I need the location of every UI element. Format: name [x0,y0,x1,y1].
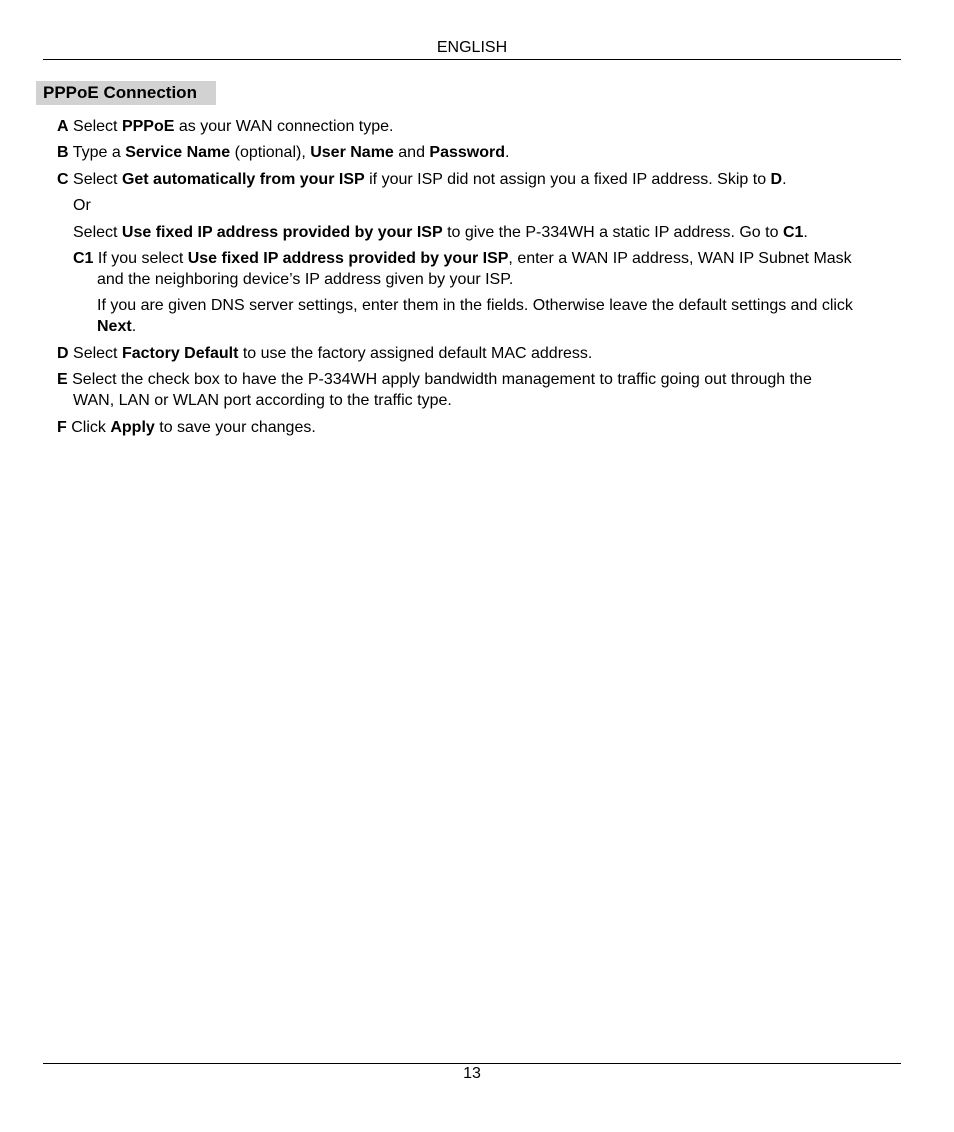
footer-rule [43,1063,901,1064]
step-c1-dns-line-2 [97,316,136,337]
step-d [57,343,592,364]
step-e-line-2: WAN, LAN or WLAN port according to the traffic type. [73,392,452,409]
step-f-text-2: to save your changes. [154,419,316,436]
step-d-text: Select [73,345,122,362]
step-c1-bold-next: Next [97,318,132,335]
step-c-alt-text-3: . [803,224,808,241]
step-c [57,169,787,190]
page-number: 13 [463,1065,481,1082]
step-a-text: Select [73,118,122,135]
step-e [57,369,812,390]
step-c-text-2: if your ISP did not assign you a fixed IP address. Skip to [364,171,771,188]
step-c-or: Or [73,197,91,214]
step-c-alt-text-2: to give the P-334WH a static IP address. Go to [442,224,783,241]
step-b-bold-service-name: Service Name [125,144,231,161]
step-c-alt-bold-c1: C1 [782,224,804,241]
step-b [57,142,509,163]
step-c-text-3: . [782,171,787,188]
step-e-text: Select the check box to have the P-334WH apply bandwidth management to traffic going out through the [72,371,812,388]
step-b-text: Type a [72,144,126,161]
step-f-bold-apply: Apply [110,419,155,436]
step-c1-dns-line-1: If you are given DNS server settings, enter them in the fields. Otherwise leave the default settings and click [97,297,853,314]
step-a [57,116,393,137]
header-language: ENGLISH [436,39,508,56]
step-a-bold-pppoe: PPPoE [121,118,175,135]
header-rule [43,59,901,60]
step-e-label: E [57,371,68,388]
step-c1 [73,248,852,269]
step-c1-text-2: , enter a WAN IP address, WAN IP Subnet Mask [508,250,852,267]
step-d-text-2: to use the factory assigned default MAC address. [238,345,593,362]
step-c-label: C [57,171,69,188]
step-c1-line-2: and the neighboring device’s IP address given by your ISP. [97,271,514,288]
step-c-alt [73,222,808,243]
step-b-label: B [57,144,69,161]
step-c1-bold-fixed-ip: Use fixed IP address provided by your ISP [187,250,509,267]
step-d-bold-factory-default: Factory Default [121,345,239,362]
step-b-bold-user-name: User Name [310,144,394,161]
step-c-bold-d: D [770,171,783,188]
step-d-label: D [57,345,69,362]
step-c1-label: C1 [73,250,94,267]
step-c-bold-get-auto: Get automatically from your ISP [121,171,365,188]
step-a-label: A [57,118,69,135]
step-c-alt-bold-fixed-ip: Use fixed IP address provided by your ISP [121,224,443,241]
step-c1-dns-text: . [131,318,137,335]
step-f-text: Click [71,419,111,436]
step-f-label: F [57,419,67,436]
step-b-bold-password: Password [429,144,506,161]
step-c-alt-text: Select [73,224,122,241]
step-f [57,417,316,438]
step-c1-text: If you select [93,250,188,267]
step-b-text-2: (optional), [230,144,311,161]
section-title: PPPoE Connection [36,81,216,105]
step-b-text-4: . [505,144,510,161]
step-c-text: Select [73,171,122,188]
step-b-text-3: and [393,144,430,161]
step-a-text-2: as your WAN connection type. [174,118,394,135]
